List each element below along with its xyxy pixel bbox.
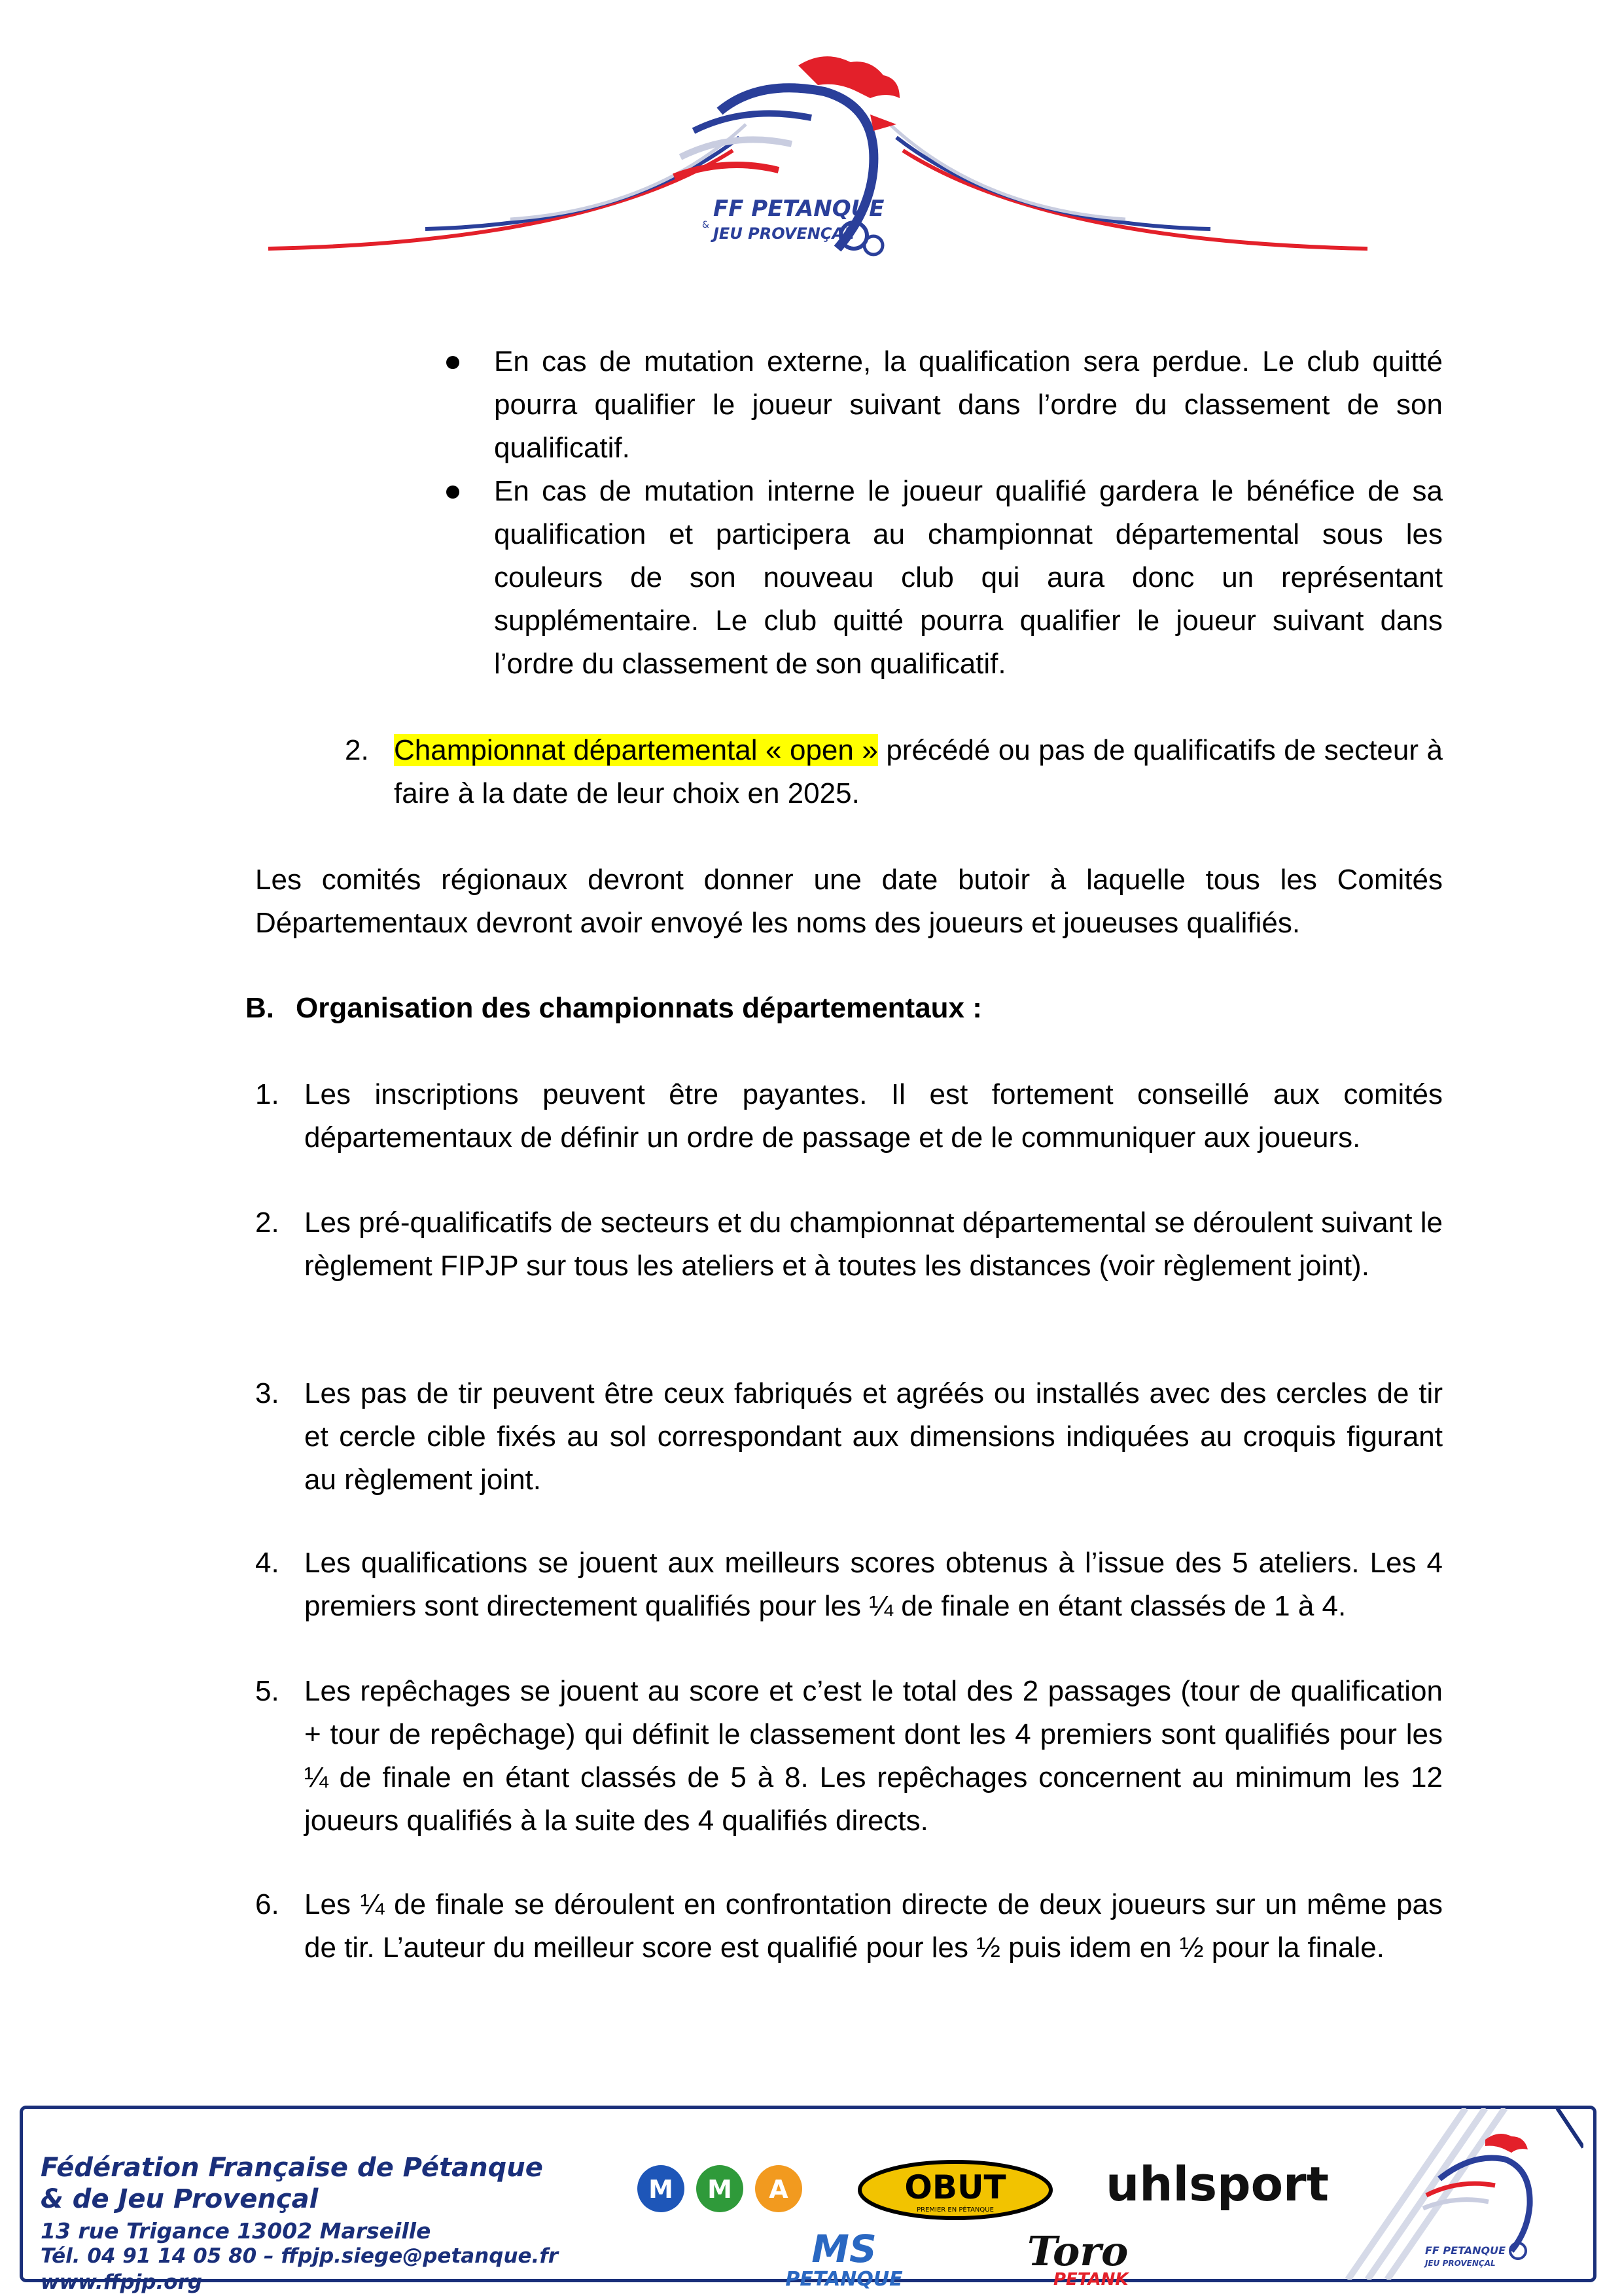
- header-logo-amp: &: [702, 220, 709, 230]
- mma-letter-a: A: [769, 2175, 788, 2204]
- list-number: 1.: [255, 1078, 279, 1110]
- toro-petank-word: PETANK: [1053, 2270, 1129, 2289]
- list-number: 2.: [255, 1207, 279, 1239]
- regional-committees-paragraph: Les comités régionaux devront donner une date butoir à laquelle tous les Comités Départementaux devront avoir envoyé les noms des joueurs et joueuses qualifiés.: [255, 864, 1443, 939]
- footer-address: 13 rue Trigance 13002 Marseille: [41, 2218, 431, 2244]
- list-item-qualifications: Les qualifications se jouent aux meilleurs scores obtenus à l’issue des 5 ateliers. Les 4 premiers sont directement qualifiés pour les ¼ de finale en étant classés de 1 à 4.: [304, 1547, 1443, 1622]
- list-number: 4.: [255, 1547, 279, 1579]
- obut-wordmark: OBUT: [904, 2168, 1006, 2206]
- list-item-shooting-steps: Les pas de tir peuvent être ceux fabriqués et agréés ou installés avec des cercles de tir et cercle cible fixés au sol correspondant aux dimensions indiquées au croquis figurant au règlement joint.: [304, 1377, 1443, 1496]
- mma-logo: [635, 2163, 811, 2215]
- list-item-quarter-finals: Les ¼ de finale se déroulent en confrontation directe de deux joueurs sur un même pas de tir. L’auteur du meilleur score est qualifié pour les ½ puis idem en ½ pour la finale.: [304, 1888, 1443, 1964]
- grey-swoosh-right: [890, 124, 1125, 219]
- section-letter: B.: [245, 992, 274, 1024]
- grey-swoosh-left: [510, 124, 746, 219]
- list-number: 3.: [255, 1377, 279, 1409]
- footer-org-line1: Fédération Française de Pétanque: [41, 2153, 543, 2183]
- toro-wordmark: Toro: [1027, 2227, 1129, 2275]
- header-logo-line2: JEU PROVENÇAL: [713, 224, 855, 243]
- footer-logo-line1: FF PETANQUE: [1425, 2244, 1506, 2257]
- ms-petanque-logo: [752, 2228, 936, 2290]
- footer-logo-line2: JEU PROVENÇAL: [1425, 2259, 1496, 2268]
- red-swoosh-left: [268, 150, 733, 249]
- footer-contact: Tél. 04 91 14 05 80 – ffpjp.siege@petanque.fr: [41, 2244, 559, 2268]
- highlighted-text: Championnat départemental « open »: [394, 734, 878, 766]
- footer-org-line2: & de Jeu Provençal: [41, 2184, 319, 2214]
- ffpjp-header-logo: [262, 52, 1374, 268]
- ms-logo-mark: MS: [811, 2228, 877, 2271]
- bullet-item-external-mutation: En cas de mutation externe, la qualification sera perdue. Le club quitté pourra qualifier le joueur suivant dans l’ordre du classement de son qualificatif.: [494, 345, 1443, 464]
- list-item-registrations: Les inscriptions peuvent être payantes. Il est fortement conseillé aux comités départementaux de définir un ordre de passage et de le communiquer aux joueurs.: [304, 1078, 1443, 1154]
- toro-petank-logo: [1014, 2225, 1171, 2290]
- open-championship-rest: précédé ou pas de qualificatifs de secteur à faire à la date de leur choix en 2025.: [394, 734, 1443, 809]
- footer-website: www.ffpjp.org: [41, 2270, 203, 2294]
- list-item-prequalifiers: Les pré-qualificatifs de secteurs et du championnat départemental se déroulent suivant le règlement FIPJP sur tous les ateliers et à toutes les distances (voir règlement joint).: [304, 1207, 1443, 1282]
- ms-logo-word: PETANQUE: [785, 2268, 903, 2290]
- list-number: 5.: [255, 1675, 279, 1707]
- ffpjp-footer-logo: [1413, 2127, 1564, 2277]
- obut-tagline: PREMIER EN PÉTANQUE: [917, 2206, 994, 2214]
- rooster-icon: [1423, 2134, 1530, 2259]
- open-championship-item: [394, 729, 1443, 815]
- bullet-dot: [446, 356, 459, 369]
- obut-logo: [857, 2159, 1053, 2221]
- list-number: 2.: [345, 734, 369, 766]
- bullet-dot: [446, 486, 459, 499]
- list-number: 6.: [255, 1888, 279, 1920]
- header-logo-line1: FF PETANQUE: [713, 196, 885, 222]
- uhlsport-logo: uhlsport: [1106, 2157, 1329, 2212]
- mma-letter-m1: M: [648, 2175, 673, 2204]
- mma-letter-m2: M: [707, 2175, 732, 2204]
- list-item-repechages: Les repêchages se jouent au score et c’est le total des 2 passages (tour de qualification + tour de repêchage) qui définit le classement dont les 4 premiers sont qualifiés pour les ¼ de finale en étant classés de 5 à 8. Les repêchages concernent au minimum les 12 joueurs qualifiés à la suite des 4 qualifiés directs.: [304, 1675, 1443, 1837]
- bullet-item-internal-mutation: En cas de mutation interne le joueur qualifié gardera le bénéfice de sa qualification et participera au championnat départemental sous les couleurs de son nouveau club qui aura donc un représentant supplémentaire. Le club quitté pourra qualifier le joueur suivant dans l’ordre du classement de son qualificatif.: [494, 475, 1443, 680]
- blue-swoosh-right: [896, 137, 1210, 229]
- section-title: Organisation des championnats départementaux :: [296, 992, 982, 1024]
- red-swoosh-right: [903, 150, 1367, 249]
